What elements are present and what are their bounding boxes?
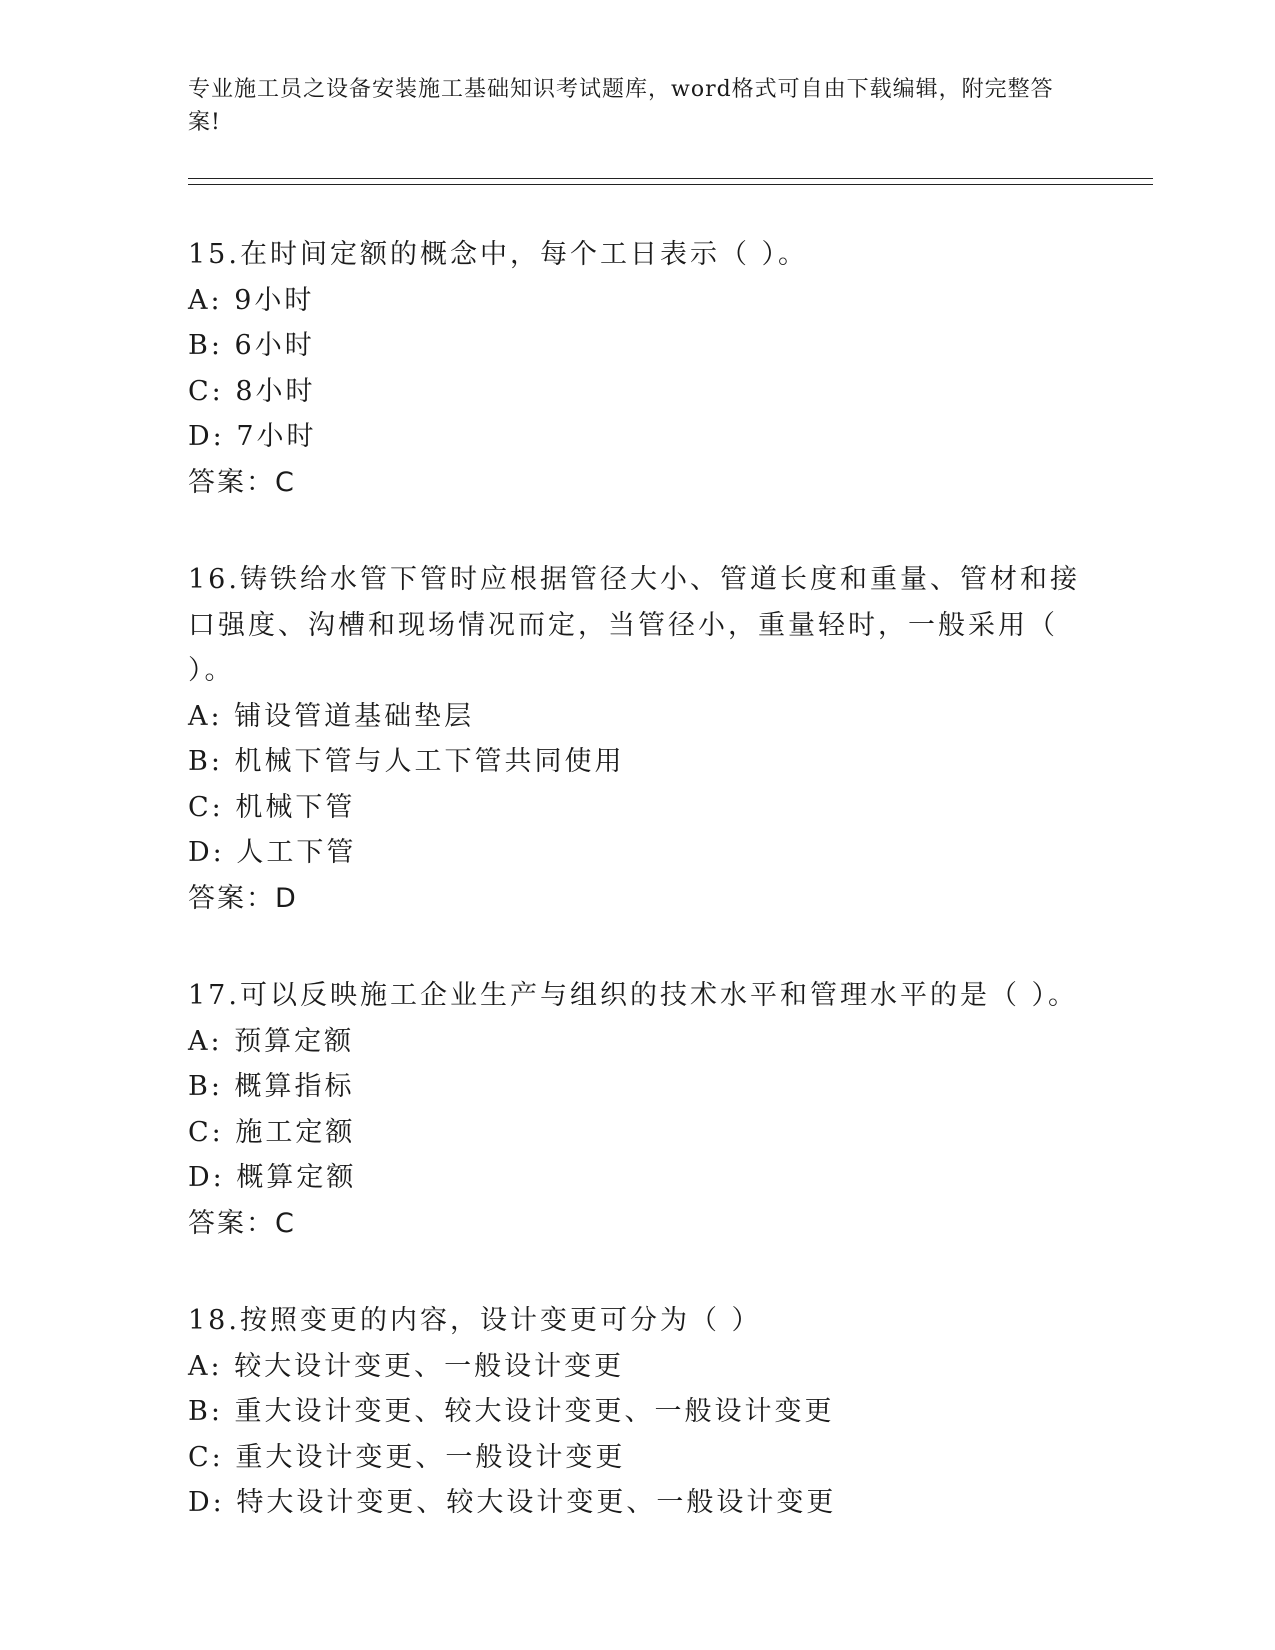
option-label: A [188,284,211,316]
option-label: A [188,1025,211,1057]
option-label: A [188,1350,211,1382]
answer-line: 答案：D [188,882,298,914]
answer-line: 答案：C [188,466,296,498]
option-label: B [188,1396,211,1427]
option-label: D [188,1487,213,1518]
option-text: 铺设管道基础垫层 [234,700,475,732]
option-text: 施工定额 [235,1116,356,1148]
option-label: C [188,791,212,823]
option-label: C [188,1116,212,1148]
option-a: A: 较大设计变更、一般设计变更 [188,1350,625,1382]
question-15 [188,232,1088,505]
option-text: 特大设计变更、较大设计变更、一般设计变更 [236,1487,837,1518]
option-a: A: 铺设管道基础垫层 [188,700,475,732]
option-text: 9小时 [234,284,315,316]
option-b: B: 重大设计变更、较大设计变更、一般设计变更 [188,1396,835,1427]
option-d: D: 概算定额 [188,1162,357,1193]
option-text: 机械下管与人工下管共同使用 [234,746,625,777]
question-17 [188,973,1088,1246]
question-16 [188,557,1088,921]
document-header: 专业施工员之设备安装施工基础知识考试题库，word格式可自由下载编辑，附完整答案! [188,77,1054,135]
option-c: C: 8小时 [188,375,316,407]
question-text: 15.在时间定额的概念中，每个工日表示（ ）。 [188,239,809,270]
option-text: 重大设计变更、一般设计变更 [235,1441,626,1473]
option-text: 机械下管 [235,791,356,823]
option-c: C: 重大设计变更、一般设计变更 [188,1441,626,1473]
option-b: B: 概算指标 [188,1071,355,1102]
option-text: 预算定额 [234,1025,355,1057]
option-label: C [188,375,212,407]
option-a: A: 9小时 [188,284,315,316]
option-label: B [188,1071,211,1102]
option-b: B: 机械下管与人工下管共同使用 [188,746,625,777]
option-b: B: 6小时 [188,330,315,361]
option-c: C: 机械下管 [188,791,356,823]
option-label: B [188,330,211,361]
option-label: D [188,837,213,868]
option-d: D: 人工下管 [188,837,357,868]
option-text: 概算指标 [234,1071,355,1102]
option-label: B [188,746,211,777]
option-text: 较大设计变更、一般设计变更 [234,1350,625,1382]
option-text: 7小时 [236,421,317,452]
option-label: D [188,1162,213,1193]
question-list [188,232,1088,1578]
option-d: D: 特大设计变更、较大设计变更、一般设计变更 [188,1487,837,1518]
question-18 [188,1298,1088,1526]
option-label: C [188,1441,212,1473]
option-text: 重大设计变更、较大设计变更、一般设计变更 [234,1396,835,1427]
option-label: A [188,700,211,732]
header-rule-bottom [188,184,1153,185]
option-text: 6小时 [234,330,315,361]
question-text: 16.铸铁给水管下管时应根据管径大小、管道长度和重量、管材和接口强度、沟槽和现场情况而定，当管径小，重量轻时，一般采用（ ）。 [188,564,1080,686]
option-text: 8小时 [235,375,316,407]
option-text: 人工下管 [236,837,357,868]
option-d: D: 7小时 [188,421,317,452]
option-text: 概算定额 [236,1162,357,1193]
question-text: 18.按照变更的内容，设计变更可分为（ ） [188,1305,762,1336]
question-text: 17.可以反映施工企业生产与组织的技术水平和管理水平的是（ ）。 [188,980,1079,1011]
option-label: D [188,421,213,452]
option-a: A: 预算定额 [188,1025,355,1057]
answer-line: 答案：C [188,1207,296,1239]
header-rule-top [188,178,1153,179]
option-c: C: 施工定额 [188,1116,356,1148]
